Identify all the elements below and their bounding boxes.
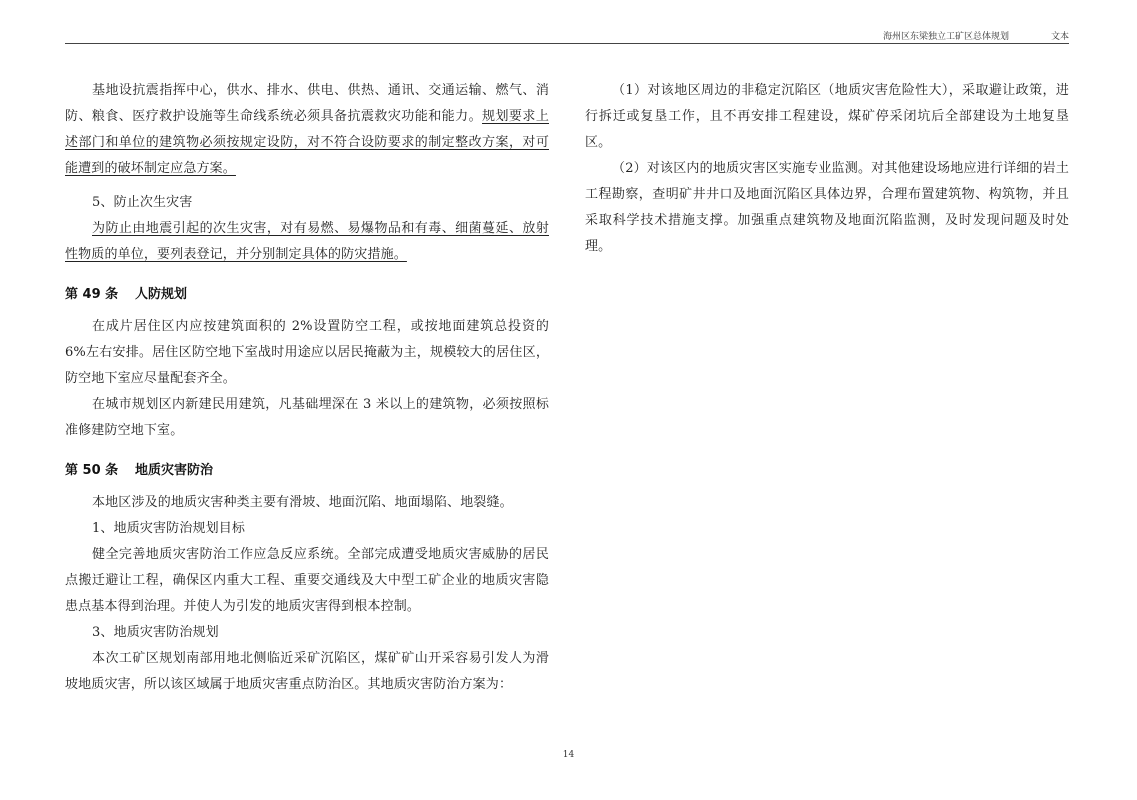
paragraph-plan-item-1: （1）对该地区周边的非稳定沉陷区（地质灾害危险性大），采取避让政策，进行拆迁或复垦工作，且不再安排工程建设，煤矿停采闭坑后全部建设为土地复垦区。	[585, 83, 1069, 150]
article-50-heading	[65, 458, 549, 484]
text-lifeline: 基地设抗震指挥中心，供水、排水、供电、供热、通讯、交通运输、燃气、消防、粮食、医疗救护设施等生命线系统必须具备抗震救灾功能和能力。	[65, 83, 549, 124]
subheading-geohazard-plan: 3、地质灾害防治规划	[92, 625, 219, 640]
article-49-number: 第 49 条	[65, 287, 119, 302]
paragraph-geohazard-types: 本地区涉及的地质灾害种类主要有滑坡、地面沉陷、地面塌陷、地裂缝。	[92, 495, 513, 510]
subheading-geohazard-goal: 1、地质灾害防治规划目标	[92, 521, 246, 536]
paragraph-plan-item-2: （2）对该区内的地质灾害区实施专业监测。对其他建设场地应进行详细的岩土工程勘察，查明矿井井口及地面沉陷区具体边界，合理布置建筑物、构筑物，并且采取科学技术措施支撑。加强重点建筑物及地面沉陷监测，及时发现问题及时处理。	[585, 161, 1069, 254]
paragraph-seismic-lifeline	[65, 78, 549, 182]
paragraph-geohazard-plan: 本次工矿区规划南部用地北侧临近采矿沉陷区，煤矿矿山开采容易引发人为滑坡地质灾害，所以该区域属于地质灾害重点防治区。其地质灾害防治方案为：	[65, 651, 549, 692]
text-underlined-secondary-disaster: 为防止由地震引起的次生灾害，对有易燃、易爆物品和有毒、细菌蔓延、放射性物质的单位，要列表登记，并分别制定具体的防灾措施。	[65, 221, 549, 262]
paragraph-civil-defense-2: 在城市规划区内新建民用建筑，凡基础埋深在 3 米以上的建筑物，必须按照标准修建防空地下室。	[65, 397, 549, 438]
article-49-heading	[65, 282, 549, 308]
right-column	[585, 78, 1069, 260]
page-header	[65, 27, 1069, 44]
paragraph-civil-defense-1: 在成片居住区内应按建筑面积的 2%设置防空工程，或按地面建筑总投资的 6%左右安排。居住区防空地下室战时用途应以居民掩蔽为主，规模较大的居住区，防空地下室应尽量配套齐全。	[65, 319, 549, 386]
article-50-number: 第 50 条	[65, 463, 119, 478]
article-49-title: 人防规划	[135, 287, 188, 302]
paragraph-secondary-disaster	[65, 216, 549, 268]
text-underlined-requirement: 规划要求上述部门和单位的建筑物必须按规定设防，对不符合设防要求的制定整改方案，对可能遭到的破坏制定应急方案。	[65, 109, 549, 176]
page-number: 14	[562, 750, 575, 760]
header-title: 海州区东梁独立工矿区总体规划	[882, 32, 1009, 42]
header-doc-type: 文本	[1050, 32, 1069, 42]
article-50-title: 地质灾害防治	[135, 463, 214, 478]
paragraph-geohazard-goal: 健全完善地质灾害防治工作应急反应系统。全部完成遭受地质灾害威胁的居民点搬迁避让工程，确保区内重大工程、重要交通线及大中型工矿企业的地质灾害隐患点基本得到治理。并使人为引发的地质灾害得到根本控制。	[65, 547, 549, 614]
left-column	[65, 78, 549, 698]
subheading-secondary-disaster: 5、防止次生灾害	[92, 195, 193, 210]
